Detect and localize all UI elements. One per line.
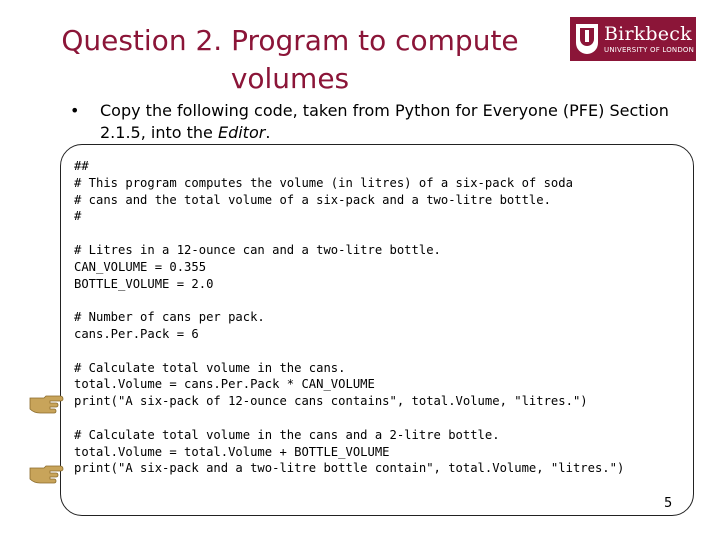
bullet-text (100, 100, 710, 144)
code-line: cans.Per.Pack = 6 (74, 326, 199, 341)
bullet-text-main: Copy the following code, taken from Python for Everyone (PFE) Section 2.1.5, into the (100, 101, 669, 142)
code-line: total.Volume = total.Volume + BOTTLE_VOLUME (74, 444, 390, 459)
code-line (74, 292, 699, 309)
slide-title-line-2: volumes (230, 62, 350, 95)
bullet-text-end: . (265, 123, 271, 142)
slide-title-line-1: Question 2. Program to compute (61, 24, 519, 57)
code-line: total.Volume = cans.Per.Pack * CAN_VOLUME (74, 377, 375, 392)
code-line (74, 343, 699, 360)
bullet-text-emphasis: Editor (217, 123, 266, 142)
page-number: 5 (664, 496, 673, 511)
code-line (74, 410, 699, 427)
code-line: # cans and the total volume of a six-pack and a two-litre bottle. (74, 192, 551, 207)
logo-text (604, 23, 694, 55)
instruction-bullet (70, 100, 710, 144)
code-line (74, 225, 699, 242)
code-line: CAN_VOLUME = 0.355 (74, 259, 207, 274)
code-line: ## (74, 159, 89, 173)
code-line: # Calculate total volume in the cans and a 2-litre bottle. (74, 427, 500, 442)
code-line: # Number of cans per pack. (74, 310, 265, 325)
code-line: print("A six-pack and a two-litre bottle contain", total.Volume, "litres.") (74, 461, 625, 476)
logo-subtitle: UNIVERSITY OF LONDON (604, 46, 695, 54)
code-listing (74, 158, 699, 477)
logo-name: Birkbeck (604, 23, 692, 45)
code-line: # This program computes the volume (in litres) of a six-pack of soda (74, 175, 573, 190)
code-line: # Litres in a 12-ounce can and a two-litre bottle. (74, 242, 441, 257)
slide-title (30, 22, 550, 98)
bullet-marker: • (70, 101, 80, 120)
code-line: print("A six-pack of 12-ounce cans contains", total.Volume, "litres.") (74, 394, 588, 409)
pointing-hand-icon (28, 460, 64, 486)
code-line: BOTTLE_VOLUME = 2.0 (74, 276, 214, 291)
code-line: # Calculate total volume in the cans. (74, 360, 346, 375)
crest-icon (576, 24, 598, 54)
code-line: # (74, 209, 82, 224)
birkbeck-logo (570, 17, 696, 61)
pointing-hand-icon (28, 390, 64, 416)
